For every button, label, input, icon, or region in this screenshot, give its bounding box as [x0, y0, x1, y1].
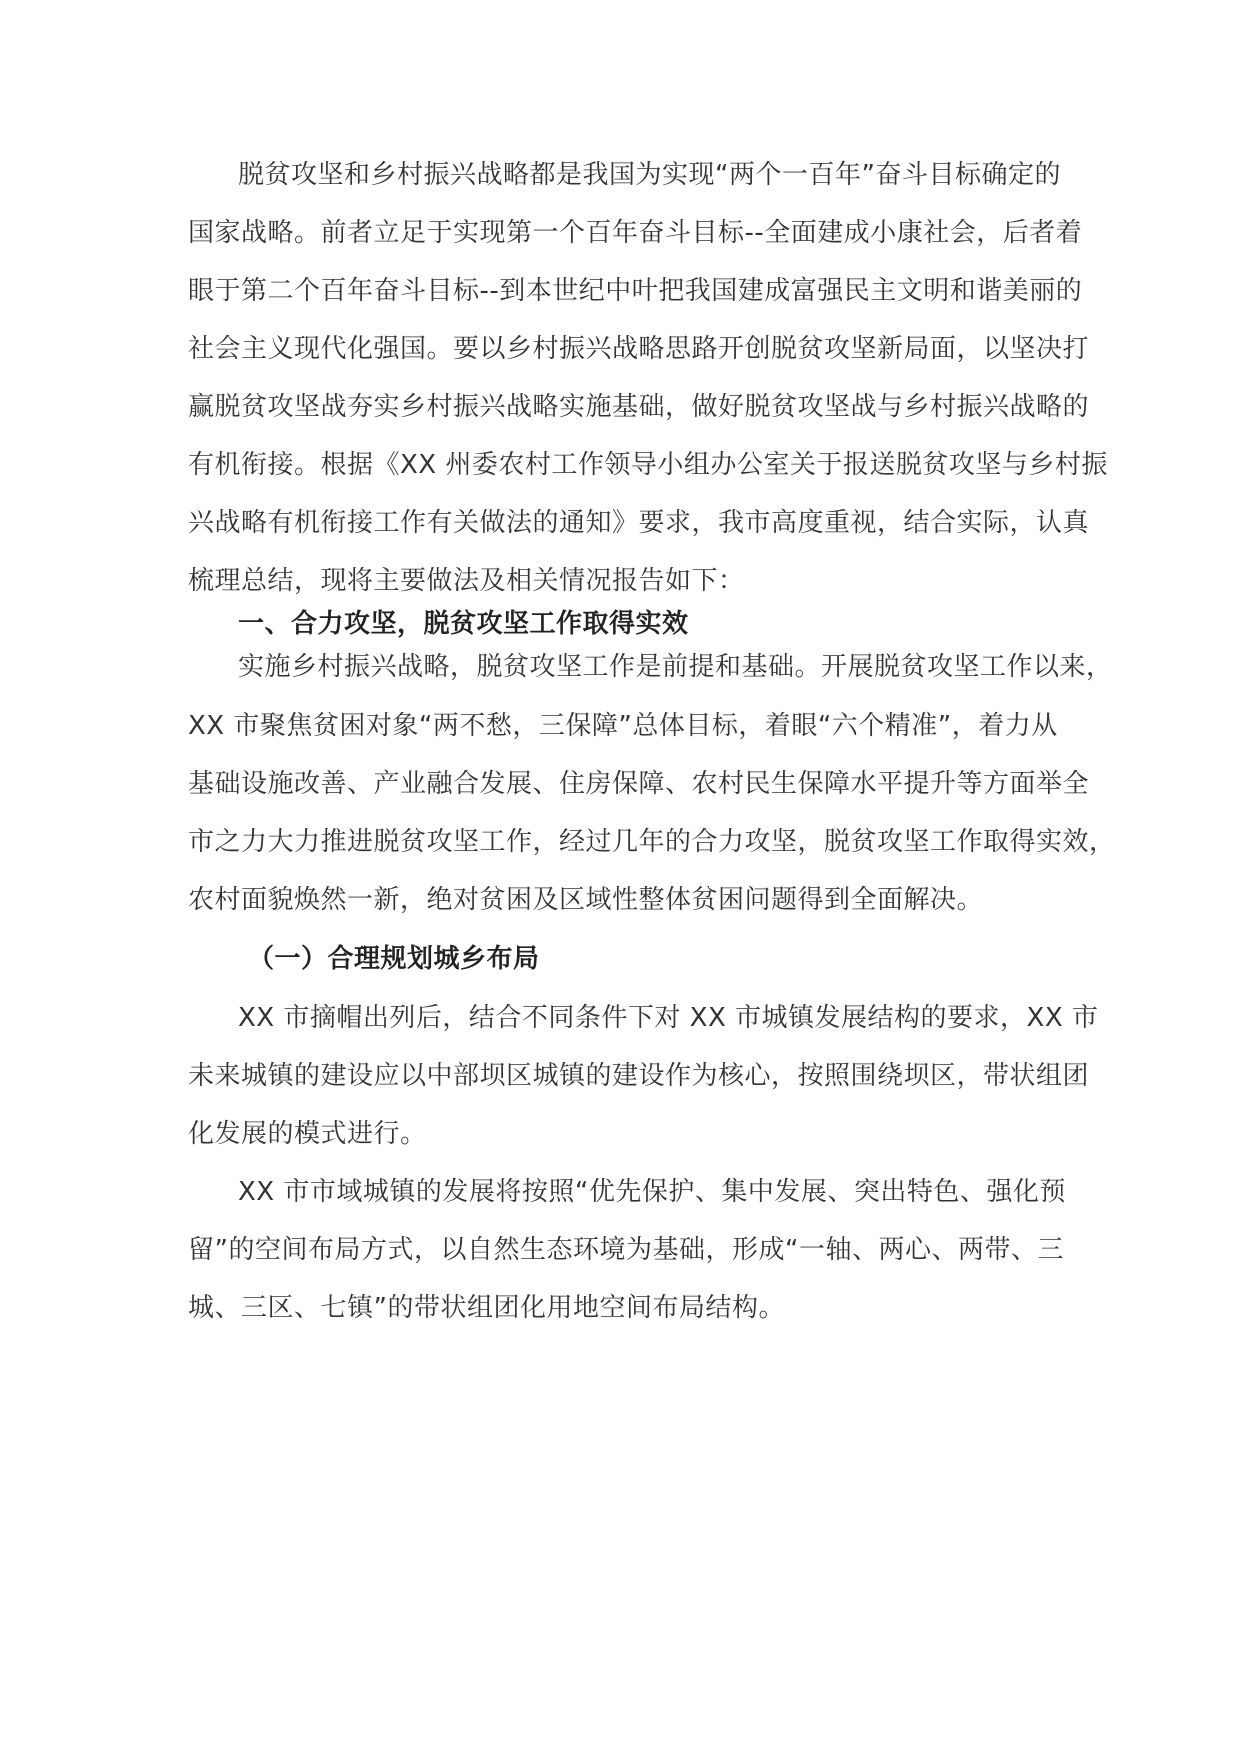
section-heading-1: 一、合力攻坚，脱贫攻坚工作取得实效 [238, 609, 689, 639]
paragraph-1-line-3: 眼于第二个百年奋斗目标--到本世纪中叶把我国建成富强民主文明和谐美丽的 [188, 276, 1083, 306]
paragraph-4-line-2: 留”的空间布局方式，以自然生态环境为基础，形成“一轴、两心、两带、三 [188, 1235, 1064, 1265]
paragraph-2-line-3: 基础设施改善、产业融合发展、住房保障、农村民生保障水平提升等方面举全 [188, 769, 1090, 799]
paragraph-2-line-2: XX 市聚焦贫困对象“两不愁，三保障”总体目标，着眼“六个精准”，着力从 [188, 711, 1058, 741]
paragraph-3-line-3: 化发展的模式进行。 [188, 1119, 427, 1149]
paragraph-3-line-1: XX 市摘帽出列后，结合不同条件下对 XX 市城镇发展结构的要求，XX 市 [238, 1003, 1099, 1033]
subsection-heading-1: （一）合理规划城乡布局 [248, 944, 540, 974]
paragraph-1-line-6: 有机衔接。根据《XX 州委农村工作领导小组办公室关于报送脱贫攻坚与乡村振 [188, 450, 1108, 480]
paragraph-1-line-4: 社会主义现代化强国。要以乡村振兴战略思路开创脱贫攻坚新局面，以坚决打 [188, 334, 1090, 364]
paragraph-4-line-3: 城、三区、七镇”的带状组团化用地空间布局结构。 [188, 1293, 785, 1323]
paragraph-2-line-4: 市之力大力推进脱贫攻坚工作，经过几年的合力攻坚，脱贫攻坚工作取得实效， [188, 827, 1116, 857]
paragraph-3-line-2: 未来城镇的建设应以中部坝区城镇的建设作为核心，按照围绕坝区，带状组团 [188, 1061, 1090, 1091]
paragraph-1-line-2: 国家战略。前者立足于实现第一个百年奋斗目标--全面建成小康社会，后者着 [188, 218, 1083, 248]
paragraph-1-line-7: 兴战略有机衔接工作有关做法的通知》要求，我市高度重视，结合实际，认真 [188, 508, 1090, 538]
paragraph-1-line-5: 赢脱贫攻坚战夯实乡村振兴战略实施基础，做好脱贫攻坚战与乡村振兴战略的 [188, 392, 1090, 422]
paragraph-4-line-1: XX 市市域城镇的发展将按照“优先保护、集中发展、突出特色、强化预 [238, 1177, 1066, 1207]
paragraph-2-line-5: 农村面貌焕然一新，绝对贫困及区域性整体贫困问题得到全面解决。 [188, 885, 984, 915]
paragraph-1-line-1: 脱贫攻坚和乡村振兴战略都是我国为实现“两个一百年”奋斗目标确定的 [238, 160, 1061, 190]
paragraph-1-line-8: 梳理总结，现将主要做法及相关情况报告如下： [188, 566, 745, 596]
paragraph-2-line-1: 实施乡村振兴战略，脱贫攻坚工作是前提和基础。开展脱贫攻坚工作以来， [238, 652, 1113, 682]
